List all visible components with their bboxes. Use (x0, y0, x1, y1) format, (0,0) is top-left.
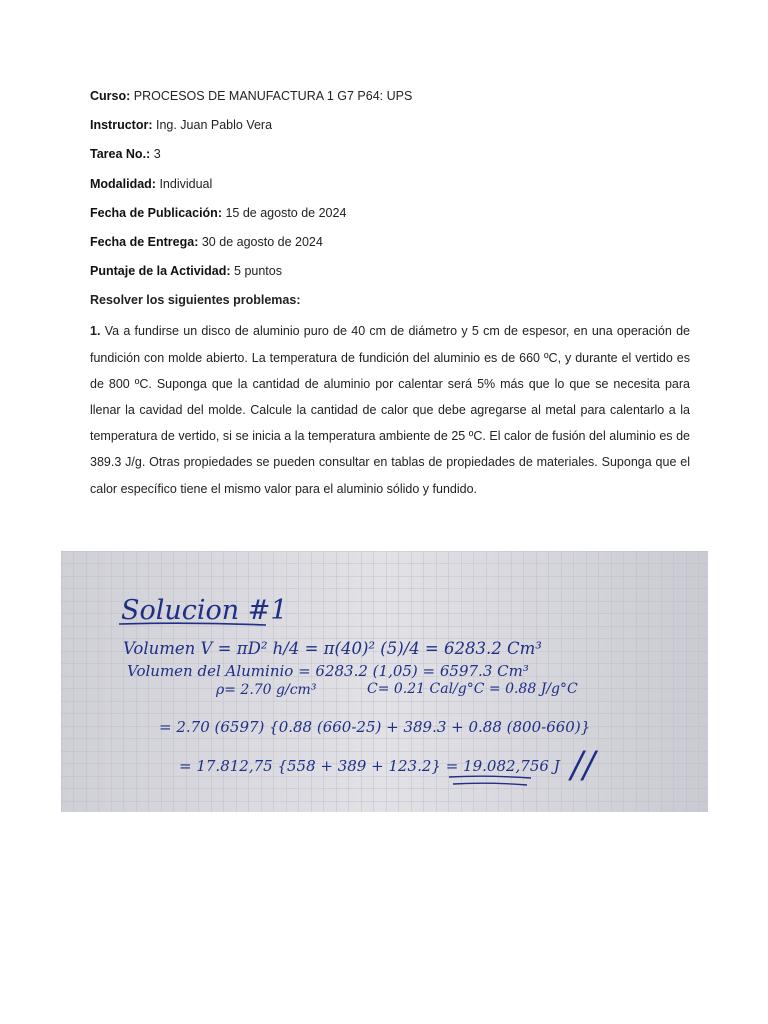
tarea-value: 3 (153, 147, 161, 162)
solution-title: Solucion #1 (121, 595, 288, 626)
solution-sheet (61, 551, 708, 812)
document-body (90, 88, 690, 502)
field-modalidad (90, 176, 690, 192)
check-mark: // (571, 745, 596, 786)
modalidad-value: Individual (159, 176, 213, 191)
instructions-heading: Resolver los siguientes problemas: (90, 293, 301, 308)
solution-line-1: Volumen V = πD² h/4 = π(40)² (5)/4 = 6283.2 Cm³ (123, 639, 542, 658)
problem-number: 1. (90, 324, 101, 339)
puntaje-value: 5 puntos (234, 264, 282, 279)
instructor-label: Instructor: (90, 118, 153, 133)
modalidad-label: Modalidad: (90, 176, 156, 191)
solution-line-3b: C= 0.21 Cal/g°C = 0.88 J/g°C (367, 681, 578, 697)
field-tarea (90, 146, 690, 162)
publicacion-label: Fecha de Publicación: (90, 205, 222, 220)
problem-text: Va a fundirse un disco de aluminio puro de 40 cm de diámetro y 5 cm de espesor, en una operación de fundición con molde abierto. La temperatura de fundición del aluminio es de 660 ºC, y durante el vertido es de 800 ºC. Suponga que la cantidad de aluminio por calentar será 5% más que lo que se necesita para llenar la cavidad del molde. Calcule la cantidad de calor que debe agregarse al metal para calentarlo a la temperatura de vertido, si se inicia a la temperatura ambiente de 25 ºC. El calor de fusión del aluminio es de 389.3 J/g. Otras propiedades se pueden consultar en tablas de propiedades de materiales. Suponga que el calor específico tiene el mismo valor para el aluminio sólido y fundido. (90, 324, 690, 496)
publicacion-value: 15 de agosto de 2024 (225, 205, 347, 220)
entrega-value: 30 de agosto de 2024 (201, 234, 323, 249)
curso-value: PROCESOS DE MANUFACTURA 1 G7 P64: UPS (133, 89, 413, 103)
field-puntaje (90, 263, 690, 279)
field-curso (90, 88, 690, 104)
tarea-label: Tarea No.: (90, 147, 151, 162)
problem-1 (90, 318, 690, 501)
solution-line-2: Volumen del Aluminio = 6283.2 (1,05) = 6597.3 Cm³ (127, 662, 529, 680)
handwritten-solution-photo (61, 551, 708, 812)
curso-label: Curso: (90, 89, 131, 103)
entrega-label: Fecha de Entrega: (90, 234, 199, 249)
field-publicacion (90, 205, 690, 221)
field-instructor (90, 117, 690, 133)
puntaje-label: Puntaje de la Actividad: (90, 264, 231, 279)
solution-line-5: = 17.812,75 {558 + 389 + 123.2} = 19.082,756 J (179, 757, 560, 775)
solution-line-4: = 2.70 (6597) {0.88 (660-25) + 389.3 + 0.88 (800-660)} (159, 718, 591, 736)
instructor-value: Ing. Juan Pablo Vera (155, 118, 273, 133)
solution-line-3a: ρ= 2.70 g/cm³ (216, 682, 317, 698)
field-entrega (90, 234, 690, 250)
